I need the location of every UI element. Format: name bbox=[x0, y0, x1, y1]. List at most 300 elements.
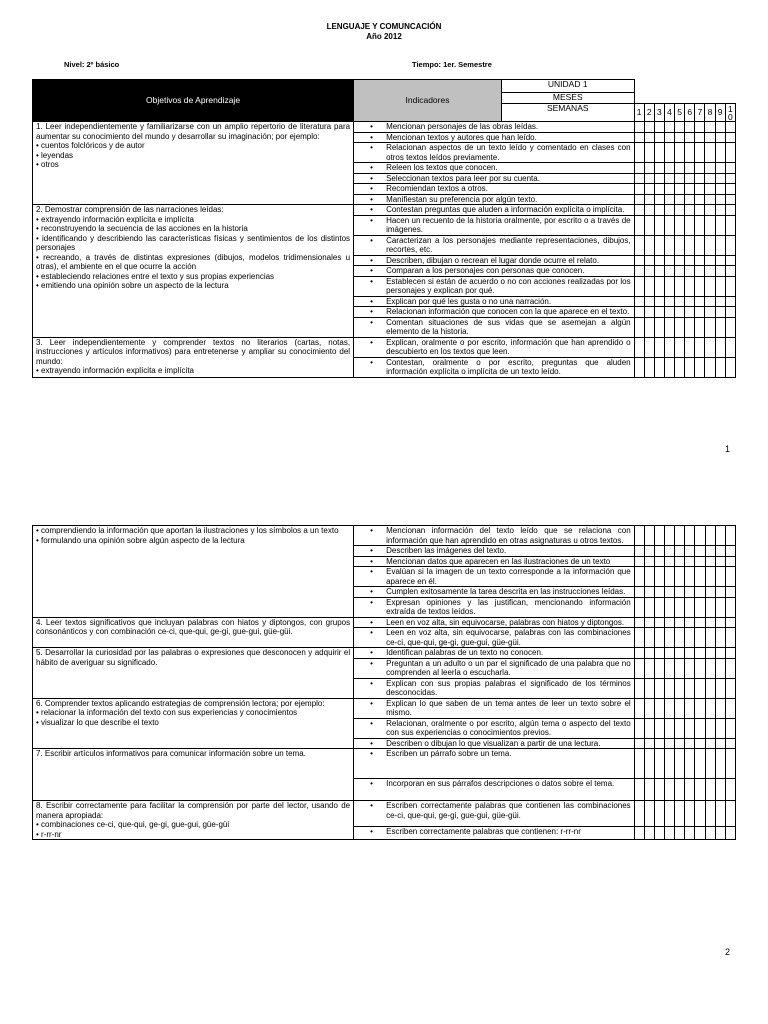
week-cell bbox=[665, 826, 675, 839]
week-cell bbox=[705, 567, 715, 587]
week-number-2: 2 bbox=[644, 104, 654, 122]
week-cell bbox=[664, 163, 674, 174]
week-cell bbox=[634, 276, 644, 296]
week-cell bbox=[695, 546, 705, 557]
week-cell bbox=[675, 628, 685, 648]
week-cell bbox=[715, 749, 725, 779]
week-cell bbox=[695, 266, 705, 277]
week-cell bbox=[705, 307, 715, 318]
indicator-item: • Identifican palabras de un texto no conocen. bbox=[354, 648, 635, 659]
week-cell bbox=[725, 163, 735, 174]
week-cell bbox=[664, 173, 674, 184]
objective-line: • estableciendo relaciones entre el texto y sus propias experiencias bbox=[36, 271, 275, 281]
week-cell bbox=[705, 526, 715, 546]
indicator-item: • Comparan a los personajes con personas que conocen. bbox=[354, 266, 635, 277]
week-cell bbox=[685, 255, 695, 266]
week-cell bbox=[634, 698, 644, 718]
week-cell bbox=[705, 296, 715, 307]
week-cell bbox=[725, 801, 735, 827]
indicator-item: • Leen en voz alta, sin equivocarse, palabras con las combinaciones ce-ci, que-qui, ge-gi, gue-gui, güe-güi. bbox=[354, 628, 635, 648]
week-cell bbox=[654, 173, 664, 184]
week-cell bbox=[675, 698, 685, 718]
week-cell bbox=[695, 132, 705, 143]
week-number-6: 6 bbox=[685, 104, 695, 122]
week-cell bbox=[654, 317, 664, 337]
week-cell bbox=[715, 215, 725, 235]
week-cell bbox=[634, 307, 644, 318]
indicator-item: • Escriben correctamente palabras que contienen: r-rr-nr bbox=[354, 826, 635, 839]
objective-line: • cuentos folclóricos y de autor bbox=[36, 141, 145, 150]
week-cell bbox=[705, 556, 715, 567]
week-cell bbox=[685, 205, 695, 216]
week-cell bbox=[654, 698, 664, 718]
week-number-4: 4 bbox=[664, 104, 674, 122]
week-number-3: 3 bbox=[654, 104, 664, 122]
week-cell bbox=[715, 698, 725, 718]
week-cell bbox=[644, 658, 654, 678]
week-cell bbox=[665, 678, 675, 698]
week-cell bbox=[634, 205, 644, 216]
objective-cell bbox=[33, 648, 354, 699]
week-cell bbox=[664, 255, 674, 266]
week-cell bbox=[675, 173, 685, 184]
week-cell bbox=[715, 132, 725, 143]
week-cell bbox=[725, 698, 735, 718]
week-cell bbox=[715, 194, 725, 205]
objective-line: • recreando, a través de distintas expresiones (dibujos, modelos tridimensionales u otras), el ambiente en el que ocurre la acción bbox=[36, 252, 351, 271]
week-cell bbox=[685, 648, 695, 659]
indicator-item: • Mencionan personajes de las obras leídas. bbox=[354, 122, 635, 133]
week-cell bbox=[695, 184, 705, 195]
week-cell bbox=[644, 163, 654, 174]
objective-line: 1. Leer independientemente y familiarizarse con un amplio repertorio de literatura para aumentar su conocimiento del mundo y desarrollar su imaginación; por ejemplo: bbox=[36, 122, 351, 141]
week-cell bbox=[725, 296, 735, 307]
indicator-item: • Escriben correctamente palabras que contienen las combinaciones ce-ci, que-qui, ge-gi, gue-gui, güe-güi. bbox=[354, 801, 635, 827]
week-cell bbox=[664, 235, 674, 255]
week-cell bbox=[715, 143, 725, 163]
week-cell bbox=[644, 205, 654, 216]
week-cell bbox=[695, 526, 705, 546]
week-cell bbox=[685, 307, 695, 318]
week-cell bbox=[715, 122, 725, 133]
objective-line: 5. Desarrollar la curiosidad por las palabras o expresiones que desconocen y adquirir el hábito de averiguar su significado. bbox=[36, 648, 351, 667]
week-cell bbox=[685, 779, 695, 801]
week-cell bbox=[715, 658, 725, 678]
week-cell bbox=[665, 779, 675, 801]
week-cell bbox=[675, 546, 685, 557]
week-cell bbox=[665, 749, 675, 779]
objective-line: • reconstruyendo la secuencia de las acciones en la historia bbox=[36, 224, 248, 233]
week-cell bbox=[654, 194, 664, 205]
week-cell bbox=[725, 255, 735, 266]
week-cell bbox=[675, 556, 685, 567]
week-cell bbox=[715, 779, 725, 801]
week-cell bbox=[634, 546, 644, 557]
week-cell bbox=[695, 163, 705, 174]
week-cell bbox=[715, 546, 725, 557]
page-number-2: 2 bbox=[724, 947, 730, 957]
week-cell bbox=[715, 276, 725, 296]
week-cell bbox=[695, 194, 705, 205]
week-cell bbox=[715, 718, 725, 738]
week-cell bbox=[695, 597, 705, 617]
week-cell bbox=[644, 255, 654, 266]
week-cell bbox=[685, 678, 695, 698]
week-cell bbox=[705, 276, 715, 296]
week-cell bbox=[664, 266, 674, 277]
week-cell bbox=[644, 215, 654, 235]
week-cell bbox=[695, 628, 705, 648]
week-cell bbox=[644, 337, 654, 357]
week-cell bbox=[664, 357, 674, 377]
week-cell bbox=[644, 235, 654, 255]
week-cell bbox=[654, 648, 664, 659]
week-cell bbox=[695, 718, 705, 738]
week-cell bbox=[685, 658, 695, 678]
indicator-item: • Mencionan datos que aparecen en las ilustraciones de un texto bbox=[354, 556, 635, 567]
week-cell bbox=[685, 556, 695, 567]
week-cell bbox=[685, 215, 695, 235]
week-cell bbox=[664, 296, 674, 307]
week-cell bbox=[675, 738, 685, 749]
week-cell bbox=[705, 184, 715, 195]
week-cell bbox=[705, 255, 715, 266]
week-cell bbox=[705, 173, 715, 184]
week-cell bbox=[705, 597, 715, 617]
header-indicadores: Indicadores bbox=[354, 80, 502, 122]
document-year: Año 2012 bbox=[366, 32, 402, 41]
week-cell bbox=[695, 738, 705, 749]
week-cell bbox=[725, 122, 735, 133]
indicator-item: • Incorporan en sus párrafos descripciones o datos sobre el tema. bbox=[354, 779, 635, 801]
week-cell bbox=[715, 587, 725, 598]
indicator-item: • Releen los textos que conocen. bbox=[354, 163, 635, 174]
week-cell bbox=[644, 698, 654, 718]
week-cell bbox=[725, 718, 735, 738]
week-cell bbox=[665, 546, 675, 557]
objective-line: • formulando una opinión sobre algún aspecto de la lectura bbox=[36, 535, 245, 545]
indicator-item: • Manifiestan su preferencia por algún texto. bbox=[354, 194, 635, 205]
header-semanas: SEMANAS bbox=[501, 104, 634, 122]
week-cell bbox=[644, 567, 654, 587]
week-cell bbox=[695, 307, 705, 318]
indicator-item: • Seleccionan textos para leer por su cuenta. bbox=[354, 173, 635, 184]
week-cell bbox=[725, 526, 735, 546]
week-cell bbox=[644, 738, 654, 749]
week-number-5: 5 bbox=[675, 104, 685, 122]
objective-line: • relacionar la información del texto con sus experiencias y conocimientos bbox=[36, 708, 298, 717]
week-cell bbox=[654, 556, 664, 567]
week-cell bbox=[685, 337, 695, 357]
indicator-item: • Escriben un párrafo sobre un tema. bbox=[354, 749, 635, 779]
week-cell bbox=[685, 749, 695, 779]
week-cell bbox=[634, 597, 644, 617]
week-cell bbox=[664, 205, 674, 216]
tiempo-label: Tiempo: 1er. Semestre bbox=[412, 60, 492, 69]
week-cell bbox=[654, 801, 664, 827]
week-cell bbox=[705, 698, 715, 718]
week-cell bbox=[725, 184, 735, 195]
week-cell bbox=[675, 718, 685, 738]
week-cell bbox=[665, 556, 675, 567]
objective-line: • otros bbox=[36, 160, 59, 169]
table-row bbox=[33, 617, 736, 628]
week-cell bbox=[634, 184, 644, 195]
week-cell bbox=[654, 357, 664, 377]
week-cell bbox=[654, 143, 664, 163]
week-cell bbox=[705, 718, 715, 738]
week-cell bbox=[685, 587, 695, 598]
week-cell bbox=[705, 617, 715, 628]
week-cell bbox=[675, 317, 685, 337]
week-cell bbox=[685, 597, 695, 617]
week-cell bbox=[664, 132, 674, 143]
indicator-item: • Recomiendan textos a otros. bbox=[354, 184, 635, 195]
week-cell bbox=[665, 567, 675, 587]
week-cell bbox=[675, 215, 685, 235]
week-cell bbox=[644, 122, 654, 133]
indicator-item: • Leen en voz alta, sin equivocarse, palabras con hiatos y diptongos. bbox=[354, 617, 635, 628]
week-cell bbox=[654, 163, 664, 174]
week-cell bbox=[644, 556, 654, 567]
week-cell bbox=[644, 526, 654, 546]
week-cell bbox=[725, 738, 735, 749]
week-cell bbox=[725, 678, 735, 698]
week-cell bbox=[654, 617, 664, 628]
objective-line: • visualizar lo que describe el texto bbox=[36, 717, 159, 727]
week-cell bbox=[725, 597, 735, 617]
table-row bbox=[33, 526, 736, 546]
week-cell bbox=[644, 597, 654, 617]
week-cell bbox=[665, 718, 675, 738]
table-row bbox=[33, 648, 736, 659]
week-cell bbox=[725, 546, 735, 557]
week-cell bbox=[695, 173, 705, 184]
week-cell bbox=[725, 628, 735, 648]
indicator-item: • Expresan opiniones y las justifican, mencionando información extraída de textos leídos. bbox=[354, 597, 635, 617]
week-cell bbox=[685, 122, 695, 133]
indicator-item: • Mencionan información del texto leído que se relaciona con información que han aprendido en otras asignaturas u otros textos. bbox=[354, 526, 635, 546]
objective-cell bbox=[33, 205, 354, 338]
week-cell bbox=[654, 526, 664, 546]
week-cell bbox=[634, 235, 644, 255]
week-cell bbox=[644, 801, 654, 827]
indicator-item: • Explican lo que saben de un tema antes de leer un texto sobre el mismo. bbox=[354, 698, 635, 718]
week-cell bbox=[664, 184, 674, 195]
week-cell bbox=[634, 749, 644, 779]
week-cell bbox=[664, 122, 674, 133]
week-cell bbox=[644, 678, 654, 698]
week-cell bbox=[715, 617, 725, 628]
objective-line: 7. Escribir artículos informativos para comunicar información sobre un tema. bbox=[36, 749, 306, 758]
week-cell bbox=[675, 194, 685, 205]
week-cell bbox=[705, 658, 715, 678]
week-cell bbox=[644, 317, 654, 337]
week-cell bbox=[634, 628, 644, 648]
week-cell bbox=[705, 546, 715, 557]
week-cell bbox=[725, 658, 735, 678]
week-cell bbox=[695, 779, 705, 801]
week-cell bbox=[634, 357, 644, 377]
week-cell bbox=[654, 738, 664, 749]
week-cell bbox=[705, 122, 715, 133]
week-cell bbox=[654, 567, 664, 587]
week-cell bbox=[695, 317, 705, 337]
week-cell bbox=[695, 122, 705, 133]
table-row bbox=[33, 337, 736, 357]
indicator-item: • Relacionan aspectos de un texto leído y comentado en clases con otros textos leídos previamente. bbox=[354, 143, 635, 163]
week-cell bbox=[715, 307, 725, 318]
week-cell bbox=[685, 184, 695, 195]
week-cell bbox=[715, 173, 725, 184]
week-cell bbox=[675, 567, 685, 587]
week-cell bbox=[634, 337, 644, 357]
objective-line: • extrayendo información explícita e implícita bbox=[36, 214, 194, 224]
week-number-7: 7 bbox=[695, 104, 705, 122]
header-blank bbox=[634, 93, 735, 104]
week-cell bbox=[654, 122, 664, 133]
indicator-item: • Caracterizan a los personajes mediante representaciones, dibujos, recortes, etc. bbox=[354, 235, 635, 255]
week-cell bbox=[685, 173, 695, 184]
week-cell bbox=[685, 546, 695, 557]
week-cell bbox=[664, 307, 674, 318]
objective-cell bbox=[33, 122, 354, 205]
week-cell bbox=[675, 617, 685, 628]
week-cell bbox=[664, 317, 674, 337]
week-cell bbox=[665, 698, 675, 718]
week-cell bbox=[634, 215, 644, 235]
week-cell bbox=[654, 296, 664, 307]
week-cell bbox=[675, 826, 685, 839]
week-cell bbox=[705, 738, 715, 749]
document-title: LENGUAJE Y COMUNCACIÓN bbox=[326, 22, 442, 31]
week-cell bbox=[725, 567, 735, 587]
week-cell bbox=[685, 801, 695, 827]
objective-cell bbox=[33, 617, 354, 648]
indicator-item: • Preguntan a un adulto o un par el significado de una palabra que no comprenden al leerla o escucharla. bbox=[354, 658, 635, 678]
week-cell bbox=[644, 826, 654, 839]
week-cell bbox=[644, 276, 654, 296]
week-cell bbox=[705, 235, 715, 255]
week-cell bbox=[715, 801, 725, 827]
table-row bbox=[33, 801, 736, 827]
week-cell bbox=[675, 296, 685, 307]
week-cell bbox=[695, 658, 705, 678]
week-cell bbox=[644, 266, 654, 277]
week-cell bbox=[685, 738, 695, 749]
header-meses: MESES bbox=[501, 93, 634, 104]
header-unidad: UNIDAD 1 bbox=[501, 80, 634, 93]
week-cell bbox=[665, 628, 675, 648]
week-cell bbox=[725, 194, 735, 205]
week-cell bbox=[664, 337, 674, 357]
week-cell bbox=[695, 143, 705, 163]
week-cell bbox=[705, 194, 715, 205]
week-cell bbox=[675, 205, 685, 216]
objective-cell bbox=[33, 337, 354, 377]
week-cell bbox=[644, 648, 654, 659]
indicator-item: • Hacen un recuento de la historia oralmente, por escrito o a través de imágenes. bbox=[354, 215, 635, 235]
week-cell bbox=[634, 678, 644, 698]
objective-line: • identificando y describiendo las características físicas y sentimientos de los distintos personajes bbox=[36, 233, 351, 252]
week-cell bbox=[675, 266, 685, 277]
week-cell bbox=[634, 718, 644, 738]
objective-line: 3. Leer independientemente y comprender textos no literarios (cartas, notas, instrucciones y artículos informativos) para entretenerse y ampliar su conocimiento del mundo: bbox=[36, 337, 351, 366]
week-cell bbox=[705, 628, 715, 648]
week-cell bbox=[675, 658, 685, 678]
week-cell bbox=[725, 337, 735, 357]
week-cell bbox=[675, 255, 685, 266]
objective-cell bbox=[33, 526, 354, 618]
week-cell bbox=[705, 749, 715, 779]
week-cell bbox=[685, 163, 695, 174]
week-cell bbox=[715, 526, 725, 546]
week-cell bbox=[695, 617, 705, 628]
week-cell bbox=[725, 143, 735, 163]
week-cell bbox=[715, 266, 725, 277]
week-cell bbox=[654, 749, 664, 779]
week-cell bbox=[695, 648, 705, 659]
week-cell bbox=[675, 526, 685, 546]
week-cell bbox=[654, 255, 664, 266]
week-cell bbox=[715, 628, 725, 648]
week-cell bbox=[725, 617, 735, 628]
week-cell bbox=[665, 801, 675, 827]
week-cell bbox=[675, 163, 685, 174]
week-cell bbox=[634, 658, 644, 678]
week-cell bbox=[675, 184, 685, 195]
week-cell bbox=[685, 235, 695, 255]
week-cell bbox=[654, 597, 664, 617]
week-cell bbox=[664, 276, 674, 296]
week-cell bbox=[685, 718, 695, 738]
week-cell bbox=[695, 801, 705, 827]
week-cell bbox=[675, 307, 685, 318]
week-number-9: 9 bbox=[715, 104, 725, 122]
week-cell bbox=[685, 567, 695, 587]
week-cell bbox=[675, 132, 685, 143]
week-cell bbox=[644, 184, 654, 195]
indicator-item: • Evalúan si la imagen de un texto corresponde a la información que aparece en él. bbox=[354, 567, 635, 587]
indicator-item: • Contestan, oralmente o por escrito, preguntas que aluden información explícita o implícita de un texto leído. bbox=[354, 357, 635, 377]
objective-line: • emitiendo una opinión sobre un aspecto de la lectura bbox=[36, 281, 229, 290]
week-cell bbox=[665, 617, 675, 628]
week-cell bbox=[695, 357, 705, 377]
week-cell bbox=[654, 779, 664, 801]
week-cell bbox=[695, 749, 705, 779]
week-cell bbox=[695, 567, 705, 587]
indicator-item: • Explican por qué les gusta o no una narración. bbox=[354, 296, 635, 307]
objective-line: • combinaciones ce-ci, que-qui, ge-gi, gue-gui, güe-güi bbox=[36, 820, 230, 829]
week-cell bbox=[675, 357, 685, 377]
week-cell bbox=[715, 235, 725, 255]
week-cell bbox=[705, 357, 715, 377]
week-cell bbox=[685, 526, 695, 546]
page2-table bbox=[32, 525, 736, 840]
week-cell bbox=[665, 587, 675, 598]
week-cell bbox=[634, 587, 644, 598]
week-cell bbox=[644, 546, 654, 557]
week-cell bbox=[705, 266, 715, 277]
week-cell bbox=[685, 143, 695, 163]
week-cell bbox=[644, 194, 654, 205]
week-cell bbox=[644, 173, 654, 184]
week-cell bbox=[665, 597, 675, 617]
week-cell bbox=[695, 276, 705, 296]
week-cell bbox=[725, 173, 735, 184]
week-cell bbox=[634, 132, 644, 143]
week-cell bbox=[705, 317, 715, 337]
